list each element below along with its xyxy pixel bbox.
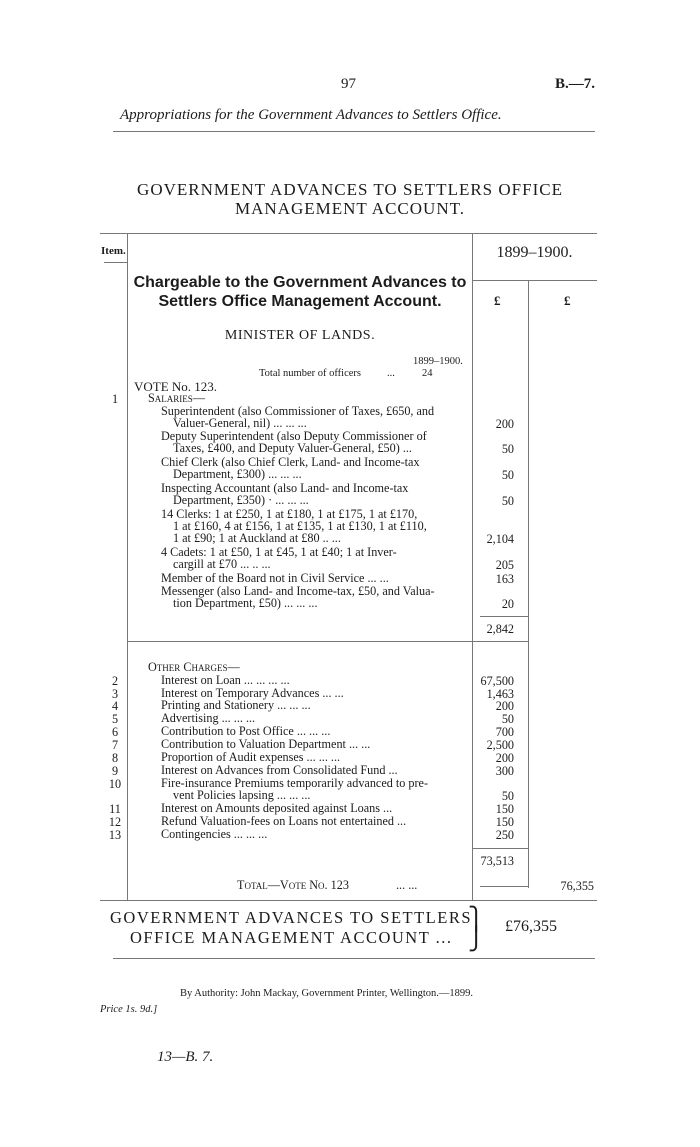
salary-line: Valuer-General, nil) ... ... ...	[173, 416, 307, 430]
table-top-rule	[100, 233, 597, 234]
item-number: 10	[108, 777, 122, 791]
item-number: 9	[111, 764, 119, 778]
item-column-header: Item.	[101, 245, 126, 257]
salary-line: Department, £350) · ... ... ...	[173, 493, 309, 507]
charge-line: Advertising ... ... ...	[161, 711, 256, 725]
charge-line: Interest on Loan ... ... ... ...	[161, 673, 290, 687]
salary-line: tion Department, £50) ... ... ...	[173, 596, 318, 610]
salary-line: Messenger (also Land- and Income-tax, £50, and Valua-	[161, 584, 435, 598]
charge-amount: 250	[495, 828, 514, 842]
officers-label: Total number of officers	[259, 368, 361, 379]
vote-total-label: Total—Vote No. 123	[237, 878, 349, 892]
salary-line: 14 Clerks: 1 at £250, 1 at £180, 1 at £175, 1 at £170,	[161, 507, 418, 521]
other-charges-heading: Other Charges—	[148, 660, 240, 674]
grand-total-label-line1: GOVERNMENT ADVANCES TO SETTLERS	[110, 908, 473, 927]
other-charges-subtotal-rule	[472, 848, 528, 849]
salary-amount: 50	[501, 468, 514, 482]
item-number: 5	[111, 712, 119, 726]
minister-heading: MINISTER OF LANDS.	[224, 328, 376, 343]
salaries-subtotal: 2,842	[486, 622, 514, 636]
salaries-section-rule	[127, 641, 528, 642]
item-number: 8	[111, 751, 119, 765]
item-header-underline	[104, 262, 127, 263]
document-reference: B.—7.	[554, 76, 595, 92]
charge-line: Printing and Stationery ... ... ...	[161, 698, 311, 712]
salary-line: Taxes, £400, and Deputy Valuer-General, £50) ...	[173, 441, 412, 455]
officers-year: 1899–1900.	[413, 356, 463, 367]
right-brace: ⎫	[468, 906, 485, 931]
item-number: 2	[111, 674, 119, 688]
salary-line: 4 Cadets: 1 at £50, 1 at £45, 1 at £40; 1 at Inver-	[161, 545, 397, 559]
charge-amount: 700	[495, 725, 514, 739]
vote-number: VOTE No. 123.	[134, 379, 218, 394]
vote-total-dots: ... ...	[396, 878, 418, 892]
pound-symbol-column1: £	[494, 293, 501, 308]
officers-count: 24	[422, 368, 433, 379]
right-brace: ⎭	[468, 926, 485, 951]
charge-amount: 50	[501, 712, 514, 726]
salary-amount: 20	[501, 597, 514, 611]
year-header-rule	[472, 280, 597, 281]
salary-line: Chief Clerk (also Chief Clerk, Land- and Income-tax	[161, 455, 420, 469]
salary-line: Member of the Board not in Civil Service ... ...	[161, 571, 389, 585]
charge-line: vent Policies lapsing ... ... ...	[173, 788, 311, 802]
pound-symbol-column2: £	[564, 293, 571, 308]
year-header: 1899–1900.	[496, 244, 573, 261]
charge-line: Interest on Amounts deposited against Loans ...	[161, 801, 393, 815]
document-title-line1: GOVERNMENT ADVANCES TO SETTLERS OFFICE	[137, 180, 563, 199]
charge-amount: 1,463	[486, 687, 514, 701]
chargeable-heading-line2: Settlers Office Management Account.	[158, 293, 442, 310]
charge-amount: 2,500	[486, 738, 514, 752]
salaries-heading: Salaries—	[148, 391, 205, 405]
charge-amount: 150	[495, 802, 514, 816]
item-number: 1	[111, 392, 119, 406]
page-number: 97	[341, 76, 356, 92]
header-rule	[113, 131, 595, 132]
item-number: 13	[108, 828, 122, 842]
charge-line: Refund Valuation-fees on Loans not entertained ...	[161, 814, 407, 828]
vote-total-amount: 76,355	[560, 879, 594, 893]
item-number: 12	[108, 815, 122, 829]
document-title-line2: MANAGEMENT ACCOUNT.	[235, 199, 465, 218]
other-charges-subtotal: 73,513	[480, 854, 514, 868]
running-title: Appropriations for the Government Advances to Settlers Office.	[120, 107, 502, 123]
salary-amount: 205	[495, 558, 514, 572]
salaries-subtotal-rule	[480, 616, 528, 617]
charge-line: Contingencies ... ... ...	[161, 827, 268, 841]
second-amount-divider	[528, 280, 529, 888]
salary-amount: 50	[501, 494, 514, 508]
item-number: 3	[111, 687, 119, 701]
price-note: Price 1s. 9d.]	[100, 1004, 158, 1015]
charge-amount: 67,500	[480, 674, 514, 688]
charge-amount: 150	[495, 815, 514, 829]
salary-line: Deputy Superintendent (also Deputy Commissioner of	[161, 429, 427, 443]
charge-line: Contribution to Post Office ... ... ...	[161, 724, 331, 738]
item-number: 11	[109, 802, 121, 816]
salary-line: cargill at £70 ... .. ...	[173, 557, 271, 571]
charge-line: Contribution to Valuation Department ... ...	[161, 737, 371, 751]
item-number: 4	[111, 699, 119, 713]
table-bottom-rule	[100, 900, 597, 901]
handwritten-signature: 13—B. 7.	[157, 1049, 214, 1065]
item-number: 6	[111, 725, 119, 739]
salary-amount: 163	[495, 572, 514, 586]
charge-amount: 200	[495, 751, 514, 765]
charge-line: Interest on Advances from Consolidated Fund ...	[161, 763, 398, 777]
charge-amount: 300	[495, 764, 514, 778]
charge-amount: 200	[495, 699, 514, 713]
charge-line: Interest on Temporary Advances ... ...	[161, 686, 344, 700]
item-column-divider	[127, 233, 128, 900]
salary-line: Inspecting Accountant (also Land- and Income-tax	[161, 481, 409, 495]
charge-amount: 50	[501, 789, 514, 803]
salary-line: 1 at £160, 4 at £156, 1 at £135, 1 at £130, 1 at £110,	[173, 519, 427, 533]
grand-total-rule	[113, 958, 595, 959]
salary-amount: 2,104	[486, 532, 514, 546]
salary-line: Department, £300) ... ... ...	[173, 467, 302, 481]
salary-line: Superintendent (also Commissioner of Taxes, £650, and	[161, 404, 435, 418]
salary-line: 1 at £90; 1 at Auckland at £80 .. ...	[173, 531, 341, 545]
grand-total-label-line2: OFFICE MANAGEMENT ACCOUNT ...	[130, 928, 453, 947]
vote-total-leader-rule	[480, 886, 528, 887]
salary-amount: 50	[501, 442, 514, 456]
grand-total-amount: £76,355	[505, 918, 557, 935]
charge-line: Fire-insurance Premiums temporarily advanced to pre-	[161, 776, 429, 790]
salary-amount: 200	[495, 417, 514, 431]
charge-line: Proportion of Audit expenses ... ... ...	[161, 750, 341, 764]
chargeable-heading-line1: Chargeable to the Government Advances to	[133, 274, 467, 291]
printer-authority: By Authority: John Mackay, Government Printer, Wellington.—1899.	[180, 988, 473, 999]
item-number: 7	[111, 738, 119, 752]
officers-dots: ...	[387, 368, 395, 379]
